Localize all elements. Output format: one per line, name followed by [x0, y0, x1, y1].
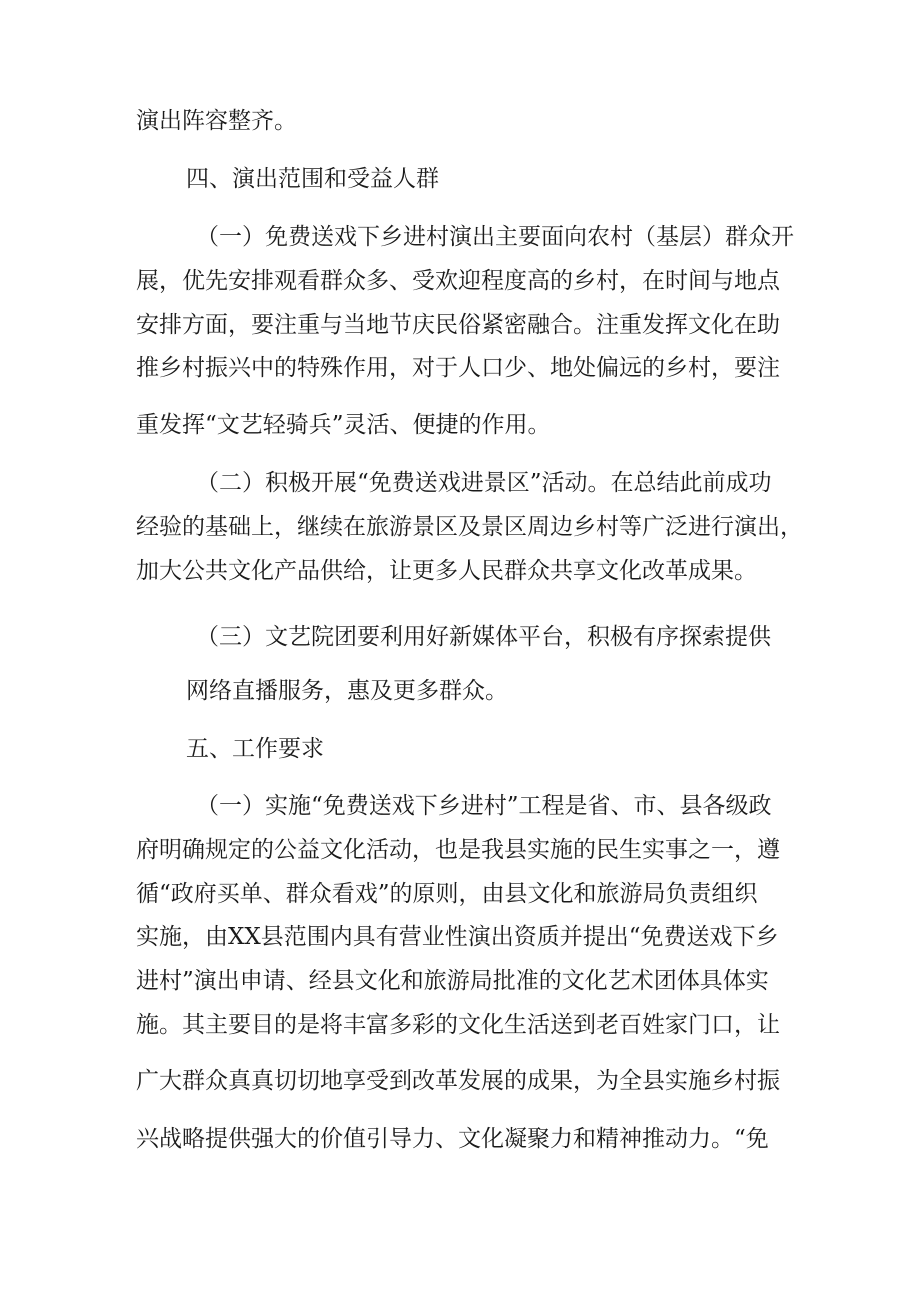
paragraph-line: （一）实施“免费送戏下乡进村”工程是省、市、县各级政 — [196, 793, 772, 819]
paragraph-line: 加大公共文化产品供给，让更多人民群众共享文化改革成果。 — [136, 558, 757, 584]
paragraph-line: 网络直播服务，惠及更多群众。 — [186, 678, 508, 704]
paragraph-line: 实施，由XX县范围内具有营业性演出资质并提出“免费送戏下乡 — [136, 924, 779, 950]
paragraph-line: 循“政府买单、群众看戏”的原则，由县文化和旅游局负责组织 — [136, 881, 758, 907]
paragraph-line: （二）积极开展“免费送戏进景区”活动。在总结此前成功 — [196, 470, 772, 496]
paragraph-line: 施。其主要目的是将丰富多彩的文化生活送到老百姓家门口，让 — [136, 1012, 780, 1038]
section-heading: 四、演出范围和受益人群 — [186, 166, 439, 192]
paragraph-line: 安排方面，要注重与当地节庆民俗紧密融合。注重发挥文化在助 — [136, 312, 780, 338]
paragraph-line: 兴战略提供强大的价值引导力、文化凝聚力和精神推动力。“免 — [136, 1126, 769, 1152]
paragraph-line: 广大群众真真切切地享受到改革发展的成果，为全县实施乡村振 — [136, 1068, 780, 1094]
paragraph-line: 推乡村振兴中的特殊作用，对于人口少、地处偏远的乡村，要注 — [136, 355, 780, 381]
paragraph-line: 府明确规定的公益文化活动，也是我县实施的民生实事之一，遵 — [136, 837, 780, 863]
paragraph-line: 展，优先安排观看群众多、受欢迎程度高的乡村，在时间与地点 — [136, 268, 780, 294]
paragraph-line: 重发挥“文艺轻骑兵”灵活、便捷的作用。 — [136, 412, 551, 438]
paragraph-line: （三）文艺院团要利用好新媒体平台，积极有序探索提供 — [196, 624, 771, 650]
paragraph-line: （一）免费送戏下乡进村演出主要面向农村（基层）群众开 — [196, 224, 794, 250]
paragraph-line: 进村”演出申请、经县文化和旅游局批准的文化艺术团体具体实 — [136, 968, 769, 994]
paragraph-line: 经验的基础上，继续在旅游景区及景区周边乡村等广泛进行演出， — [136, 514, 803, 540]
paragraph-line: 演出阵容整齐。 — [136, 108, 297, 134]
section-heading: 五、工作要求 — [186, 736, 324, 762]
